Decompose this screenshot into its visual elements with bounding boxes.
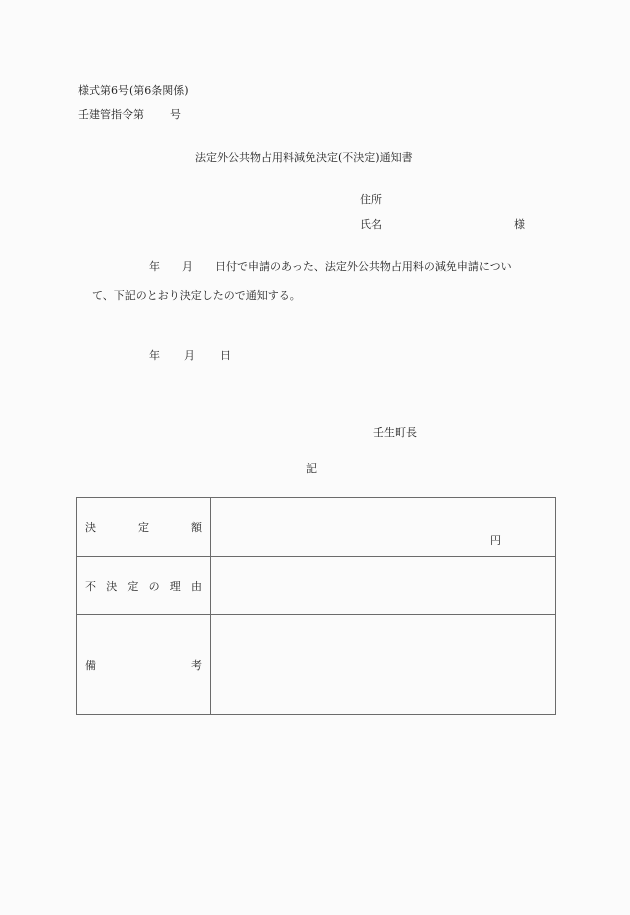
- yen-unit: 円: [490, 534, 501, 547]
- recipient-honorific: 様: [514, 218, 525, 231]
- recipient-name-label: 氏名: [360, 218, 382, 231]
- reference-number: [78, 108, 181, 122]
- issuer-name: 壬生町長: [373, 426, 417, 439]
- date-month: 月: [184, 349, 195, 362]
- table-row-decided-amount: [77, 498, 556, 557]
- date-day: 日: [220, 349, 231, 362]
- label-char: 定: [138, 521, 149, 534]
- detail-table: [76, 497, 556, 715]
- notes-heading: 記: [306, 462, 317, 475]
- label-char: 定: [127, 579, 139, 593]
- body-month: 月: [182, 260, 193, 273]
- body-line-1-text: 日付で申請のあった、法定外公共物占用料の減免申請につい: [215, 260, 512, 273]
- body-year: 年: [149, 260, 160, 273]
- label-char: 考: [191, 658, 202, 672]
- label-char: 理: [169, 579, 181, 593]
- rejection-reason-label: [77, 557, 211, 615]
- body-line-1: [149, 260, 512, 274]
- reference-suffix: 号: [170, 108, 181, 121]
- label-char: 備: [85, 658, 96, 672]
- recipient-address-label: 住所: [360, 193, 382, 206]
- label-char: 決: [85, 521, 96, 534]
- rejection-reason-field[interactable]: [211, 557, 556, 615]
- date-year: 年: [149, 349, 160, 362]
- label-char: 額: [191, 521, 202, 534]
- reference-prefix: 壬建管指令第: [78, 108, 144, 121]
- label-char: 不: [85, 579, 96, 593]
- label-char: の: [148, 579, 160, 593]
- form-number: 様式第6号(第6条関係): [78, 84, 189, 97]
- document-title: 法定外公共物占用料減免決定(不決定)通知書: [195, 151, 413, 164]
- table-row-remarks: [77, 615, 556, 715]
- label-char: 由: [190, 579, 202, 593]
- label-char: 決: [106, 579, 118, 593]
- remarks-field[interactable]: [211, 615, 556, 715]
- table-row-rejection-reason: [77, 557, 556, 615]
- remarks-label: [77, 615, 211, 715]
- body-line-2: て、下記のとおり決定したので通知する。: [92, 289, 301, 302]
- decided-amount-field[interactable]: [211, 498, 556, 557]
- decided-amount-label: [77, 498, 211, 557]
